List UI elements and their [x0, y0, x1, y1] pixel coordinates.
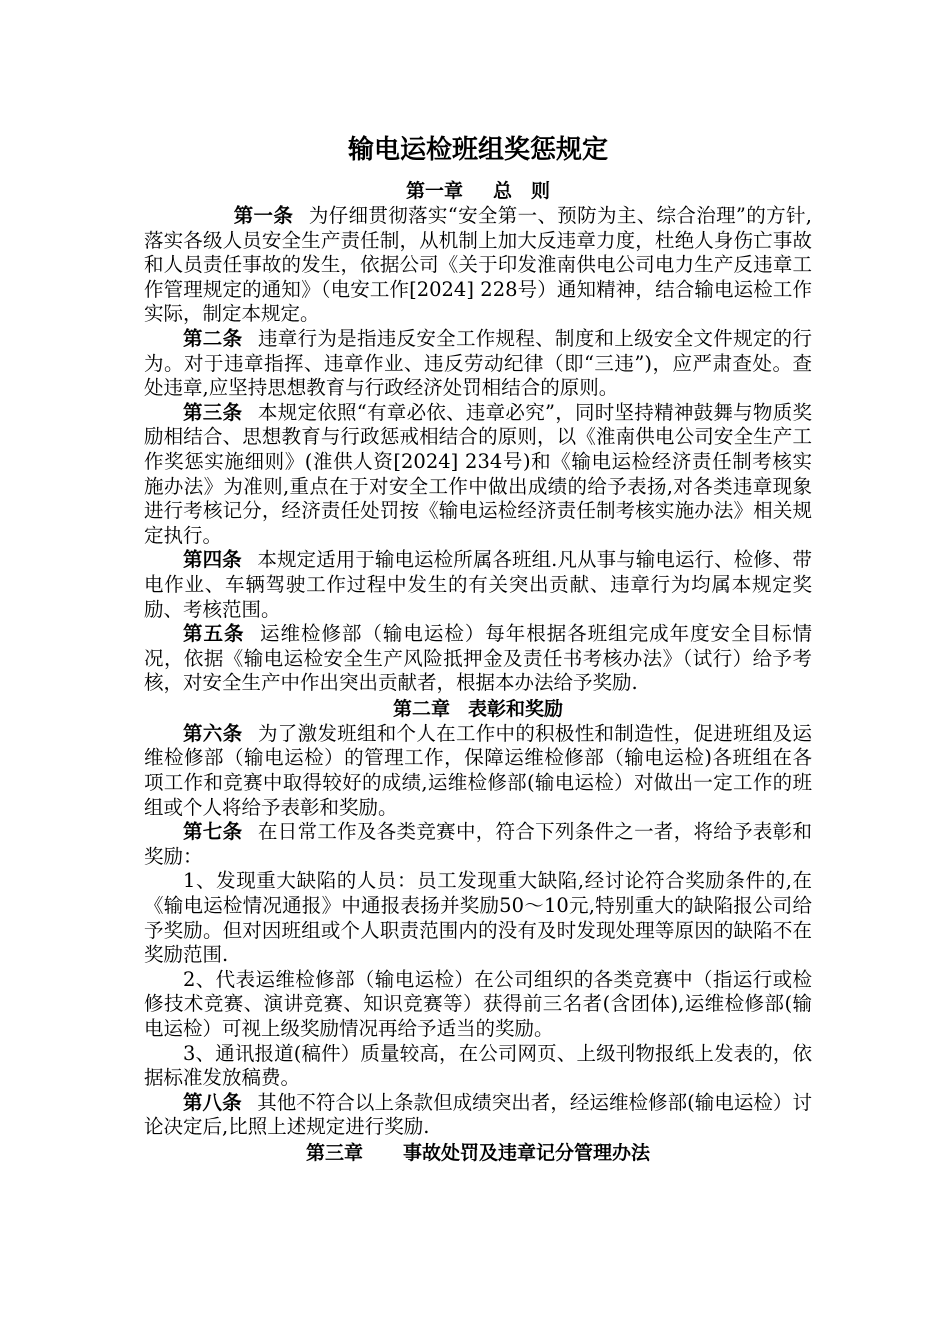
- article-6: [144, 722, 812, 820]
- article-text: 本规定依照“有章必依、违章必究”，同时坚持精神鼓舞与物质奖励相结合、思想教育与行政惩戒相结合的原则，以《淮南供电公司安全生产工作奖惩实施细则》(淮供人资[2024] 234号)和《输电运检经济责任制考核实施办法》为准则,重点在于对安全工作中做出成绩的给予表扬,对各类违章现象进行考核记分，经济责任处罚按《输电运检经济责任制考核实施办法》相关规定执行。: [144, 400, 812, 547]
- chapter-number: 第一章: [405, 180, 463, 202]
- chapter-number: 第三章: [305, 1141, 363, 1164]
- article-text: 其他不符合以上条款但成绩突出者，经运维检修部(输电运检）讨论决定后,比照上述规定进行奖励.: [144, 1090, 812, 1139]
- chapter-number: 第二章: [392, 697, 450, 720]
- list-item: 1、发现重大缺陷的人员：员工发现重大缺陷,经讨论符合奖励条件的,在《输电运检情况通报》中通报表扬并奖励50～10元,特别重大的缺陷报公司给予奖励。但对因班组或个人职责范围内的没有及时发现处理等原因的缺陷不在奖励范围.: [144, 869, 812, 967]
- chapter-name: 总 则: [493, 180, 551, 202]
- article-label: 第二条: [183, 326, 243, 350]
- chapter-1-heading: [144, 178, 812, 204]
- chapter-name: 事故处罚及违章记分管理办法: [403, 1141, 651, 1164]
- article-label: 第四条: [183, 548, 242, 572]
- article-text: 为了激发班组和个人在工作中的积极性和制造性，促进班组及运维检修部（输电运检）的管理工作，保障运维检修部（输电运检)各班组在各项工作和竞赛中取得较好的成绩,运维检修部(输电运检）对做出一定工作的班组或个人将给予表彰和奖励。: [144, 721, 812, 819]
- article-7: [144, 820, 812, 869]
- article-text: 本规定适用于输电运检所属各班组.凡从事与输电运行、检修、带电作业、车辆驾驶工作过程中发生的有关突出贡献、违章行为均属本规定奖励、考核范围。: [144, 548, 812, 621]
- list-item: 3、通讯报道(稿件）质量较高，在公司网页、上级刊物报纸上发表的，依据标准发放稿费。: [144, 1041, 812, 1090]
- chapter-2-heading: [144, 696, 812, 722]
- article-8: [144, 1091, 812, 1140]
- article-5: [144, 622, 812, 696]
- document-title: 输电运检班组奖惩规定: [347, 135, 608, 165]
- article-text: 为仔细贯彻落实“安全第一、预防为主、综合治理”的方针,落实各级人员安全生产责任制，从机制上加大反违章力度，杜绝人身伤亡事故和人员责任事故的发生，依据公司《关于印发淮南供电公司电力生产反违章工作管理规定的通知》（电安工作[2024] 228号）通知精神，结合输电运检工作实际，制定本规定。: [144, 204, 812, 326]
- article-2: [144, 327, 812, 401]
- chapter-3-heading: [144, 1140, 812, 1166]
- article-1: [144, 204, 812, 327]
- article-label: 第八条: [183, 1090, 242, 1114]
- article-label: 第一条: [233, 204, 294, 227]
- document-page: [144, 128, 812, 1166]
- article-label: 第六条: [183, 721, 243, 745]
- article-text: 运维检修部（输电运检）每年根据各班组完成年度安全目标情况，依据《输电运检安全生产风险抵押金及责任书考核办法》（试行）给予考核，对安全生产中作出突出贡献者，根据本办法给予奖励.: [144, 622, 812, 695]
- article-text: 违章行为是指违反安全工作规程、制度和上级安全文件规定的行为。对于违章指挥、违章作业、违反劳动纪律（即“三违”)，应严肃查处。查处违章,应坚持思想教育与行政经济处罚相结合的原则。: [144, 326, 812, 400]
- list-item: 2、代表运维检修部（输电运检）在公司组织的各类竞赛中（指运行或检修技术竞赛、演讲竞赛、知识竞赛等）获得前三名者(含团体),运维检修部(输电运检）可视上级奖励情况再给予适当的奖励。: [144, 967, 812, 1040]
- article-label: 第五条: [183, 622, 245, 646]
- article-text: 在日常工作及各类竞赛中，符合下列条件之一者，将给予表彰和奖励：: [144, 820, 812, 868]
- article-4: [144, 548, 812, 622]
- article-label: 第三条: [183, 400, 243, 424]
- chapter-name: 表彰和奖励: [468, 697, 564, 720]
- article-3: [144, 401, 812, 549]
- article-label: 第七条: [183, 820, 243, 844]
